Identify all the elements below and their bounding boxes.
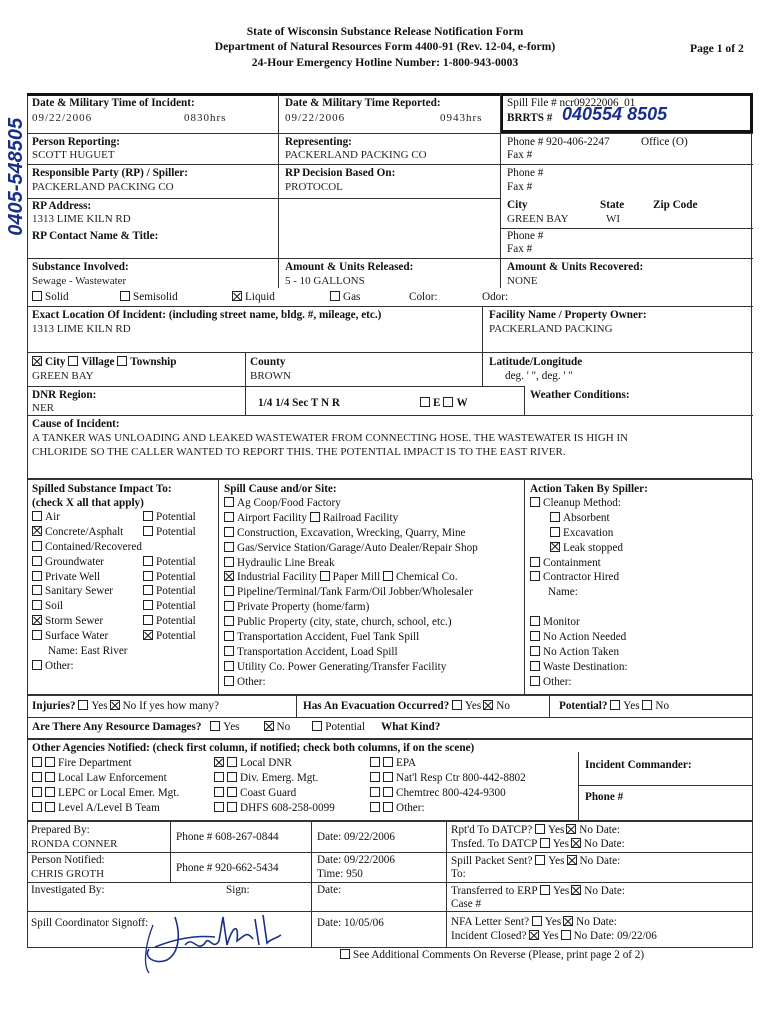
rp-address-label: RP Address:	[32, 200, 92, 212]
agency-epa[interactable]: EPA	[370, 757, 526, 772]
surface-water-name: Name: East River	[48, 645, 128, 658]
state-value: WI	[606, 213, 621, 225]
brrts-handwritten: 040554 8505	[562, 104, 668, 124]
reported-date: 09/22/2006	[285, 112, 346, 124]
evac-potential-no[interactable]	[642, 700, 652, 710]
action-cleanup[interactable]: Cleanup Method:	[530, 497, 628, 512]
potential-soil[interactable]: Potential	[143, 600, 196, 615]
office-label: Office (O)	[641, 136, 688, 148]
incident-date: 09/22/2006	[32, 112, 93, 124]
agency-nrc[interactable]: Nat'l Resp Ctr 800-442-8802	[370, 772, 526, 787]
latlon-format: deg. ' ", deg. ' "	[505, 370, 573, 382]
potential-groundwater[interactable]: Potential	[143, 556, 196, 571]
site-construction[interactable]: Construction, Excavation, Wrecking, Quarry, Mine	[224, 527, 478, 542]
reported-time: 0943hrs	[440, 112, 483, 124]
damages-potential[interactable]	[312, 721, 322, 731]
agencies-col-1	[32, 757, 179, 817]
city-value: GREEN BAY	[507, 213, 569, 225]
datcp-yes[interactable]	[535, 824, 545, 834]
agency-dhfs[interactable]: DHFS 608-258-0099	[214, 802, 335, 817]
color-label: Color:	[409, 291, 438, 303]
person-reporting-label: Person Reporting:	[32, 136, 120, 148]
prepared-phone: Phone # 608-267-0844	[176, 831, 279, 843]
east-west: E W	[420, 397, 468, 410]
incident-time-label: Date & Military Time of Incident:	[32, 97, 195, 109]
rp-contact-fax: Fax #	[507, 243, 533, 255]
injuries-row: Injuries? Yes No If yes how many?	[32, 700, 219, 712]
action-leak-stopped[interactable]: Leak stopped	[530, 542, 628, 557]
action-no-action-needed[interactable]: No Action Needed	[530, 631, 628, 646]
rp-decision-value: PROTOCOL	[285, 181, 343, 193]
reported-time-label: Date & Military Time Reported:	[285, 97, 441, 109]
action-other[interactable]: Other:	[530, 676, 628, 691]
action-list	[530, 497, 628, 691]
site-pipeline[interactable]: Pipeline/Terminal/Tank Farm/Oil Jobber/Wholesaler	[224, 586, 478, 601]
damages-yes[interactable]	[210, 721, 220, 731]
rp-decision-label: RP Decision Based On:	[285, 167, 396, 179]
closed-no[interactable]	[561, 930, 571, 940]
location-label: Exact Location Of Incident: (including street name, bldg. #, mileage, etc.)	[32, 309, 382, 321]
site-gas-station[interactable]: Gas/Service Station/Garage/Auto Dealer/Repair Shop	[224, 542, 478, 557]
action-excavation[interactable]: Excavation	[530, 527, 628, 542]
prepared-by-label: Prepared By:	[31, 824, 90, 836]
dnr-region-label: DNR Region:	[32, 389, 97, 401]
contractor-name-label: Name:	[548, 586, 578, 599]
potential-private-well[interactable]: Potential	[143, 571, 196, 586]
site-chemical[interactable]	[383, 571, 393, 581]
site-industrial[interactable]: Industrial Facility Paper Mill Chemical Co.	[224, 571, 478, 586]
facility-label: Facility Name / Property Owner:	[489, 309, 647, 321]
nfa-no[interactable]	[563, 916, 573, 926]
agencies-col-3	[370, 757, 526, 817]
injuries-yes[interactable]	[78, 700, 88, 710]
county-value: BROWN	[250, 370, 291, 382]
substance-label: Substance Involved:	[32, 261, 129, 273]
site-private-property[interactable]: Private Property (home/farm)	[224, 601, 478, 616]
agency-level-team[interactable]: Level A/Level B Team	[32, 802, 179, 817]
rp-contact-phone: Phone #	[507, 230, 544, 242]
spill-file-number: Spill File # ncr09222006_01	[507, 97, 636, 109]
east-checkbox[interactable]	[420, 397, 430, 407]
hotline-number: 24-Hour Emergency Hotline Number: 1-800-943-0003	[251, 56, 519, 69]
location-value: 1313 LIME KILN RD	[32, 323, 131, 335]
potential-air[interactable]: Potential	[143, 511, 196, 526]
packet-to-label: To:	[451, 868, 466, 880]
nfa-yes[interactable]	[532, 916, 542, 926]
rp-label: Responsible Party (RP) / Spiller:	[32, 167, 188, 179]
evacuation-row: Has An Evacuation Occurred? Yes No	[303, 700, 510, 712]
amount-recovered-label: Amount & Units Recovered:	[507, 261, 644, 273]
incident-time: 0830hrs	[184, 112, 227, 124]
evac-potential-row: Potential? Yes No	[559, 700, 670, 712]
agency-local-dnr[interactable]: Local DNR	[214, 757, 335, 772]
city-label: City	[507, 199, 528, 211]
agency-other[interactable]: Other:	[370, 802, 526, 817]
evac-yes[interactable]	[452, 700, 462, 710]
coordinator-date: Date: 10/05/06	[317, 917, 384, 929]
site-paper-mill[interactable]	[320, 571, 330, 581]
spill-packet-row: Spill Packet Sent? Yes No Date:	[451, 855, 621, 867]
potential-storm-sewer[interactable]: Potential	[143, 615, 196, 630]
notified-time: Time: 950	[317, 868, 363, 880]
tnsfed-no[interactable]	[571, 838, 581, 848]
rp-value: PACKERLAND PACKING CO	[32, 181, 174, 193]
municipality-type: City Village Township	[32, 356, 177, 369]
zip-label: Zip Code	[653, 199, 698, 211]
potential-sanitary-sewer[interactable]: Potential	[143, 585, 196, 600]
evac-no[interactable]	[483, 700, 493, 710]
section-label: 1/4 1/4 Sec T N R	[258, 397, 340, 409]
impact-title: Spilled Substance Impact To:	[32, 483, 172, 495]
injuries-no[interactable]	[110, 700, 120, 710]
gas-checkbox[interactable]: Gas	[330, 291, 360, 304]
erp-yes[interactable]	[540, 885, 550, 895]
margin-handwritten-number: 0405-548505	[5, 117, 28, 236]
site-load-spill[interactable]: Transportation Accident, Load Spill	[224, 646, 478, 661]
west-checkbox[interactable]	[443, 397, 453, 407]
erp-row: Transferred to ERP Yes No Date:	[451, 885, 625, 897]
investigated-date: Date:	[317, 884, 342, 896]
liquid-checkbox[interactable]: Liquid	[232, 291, 275, 304]
agency-chemtrec[interactable]: Chemtrec 800-424-9300	[370, 787, 526, 802]
site-other[interactable]: Other:	[224, 676, 478, 691]
prepared-date: Date: 09/22/2006	[317, 831, 395, 843]
weather-label: Weather Conditions:	[530, 389, 630, 401]
impact-storm-sewer[interactable]: Storm Sewer	[32, 615, 142, 630]
form-title: State of Wisconsin Substance Release Notification Form	[246, 25, 524, 38]
site-utility[interactable]: Utility Co. Power Generating/Transfer Facility	[224, 661, 478, 676]
person-reporting-value: SCOTT HUGUET	[32, 149, 115, 161]
potential-concrete[interactable]: Potential	[143, 526, 196, 541]
agency-law[interactable]: Local Law Enforcement	[32, 772, 179, 787]
impact-surface-water[interactable]: Surface Water	[32, 630, 142, 645]
amount-released-value: 5 - 10 GALLONS	[285, 275, 365, 287]
page-number: Page 1 of 2	[690, 42, 744, 55]
agency-coast-guard[interactable]: Coast Guard	[214, 787, 335, 802]
evac-potential-yes[interactable]	[610, 700, 620, 710]
reporter-phone: Phone # 920-406-2247	[507, 136, 610, 148]
amount-recovered-value: NONE	[507, 275, 538, 287]
cause-label: Cause of Incident:	[32, 418, 120, 430]
impact-potential-list	[143, 511, 196, 645]
agency-div-emerg[interactable]: Div. Emerg. Mgt.	[214, 772, 335, 787]
impact-contained[interactable]: Contained/Recovered	[32, 541, 142, 556]
sign-label: Sign:	[226, 884, 250, 896]
site-hydraulic[interactable]: Hydraulic Line Break	[224, 557, 478, 572]
site-airport[interactable]: Airport Facility Railroad Facility	[224, 512, 478, 527]
representing-value: PACKERLAND PACKING CO	[285, 149, 427, 161]
agencies-title: Other Agencies Notified: (check first column, if notified; check both columns, if on the scene)	[32, 742, 475, 754]
site-fuel-tank-spill[interactable]: Transportation Accident, Fuel Tank Spill	[224, 631, 478, 646]
impact-soil[interactable]: Soil	[32, 600, 142, 615]
see-additional-comments[interactable]: See Additional Comments On Reverse (Please, print page 2 of 2)	[340, 949, 644, 962]
impact-private-well[interactable]: Private Well	[32, 571, 142, 586]
case-number-label: Case #	[451, 898, 482, 910]
impact-air[interactable]: Air	[32, 511, 142, 526]
site-public-property[interactable]: Public Property (city, state, church, school, etc.)	[224, 616, 478, 631]
potential-surface-water[interactable]: Potential	[143, 630, 196, 645]
site-title: Spill Cause and/or Site:	[224, 483, 337, 495]
tnsfed-yes[interactable]	[540, 838, 550, 848]
packet-yes[interactable]	[535, 855, 545, 865]
form-subtitle: Department of Natural Resources Form 4400-91 (Rev. 12-04, e-form)	[214, 40, 556, 53]
agency-lepc[interactable]: LEPC or Local Emer. Mgt.	[32, 787, 179, 802]
coordinator-signature	[135, 905, 285, 975]
action-containment[interactable]: Containment	[530, 557, 628, 572]
action-contractor[interactable]: Contractor Hired	[530, 571, 628, 586]
agency-fire[interactable]: Fire Department	[32, 757, 179, 772]
township-checkbox[interactable]	[117, 356, 127, 366]
action-title: Action Taken By Spiller:	[530, 483, 648, 495]
spill-coordinator-label: Spill Coordinator Signoff:	[31, 917, 149, 929]
agencies-col-2	[214, 757, 335, 817]
prepared-by-value: RONDA CONNER	[31, 838, 118, 850]
action-absorbent[interactable]: Absorbent	[530, 512, 628, 527]
investigated-by-label: Investigated By:	[31, 884, 105, 896]
brrts-label: BRRTS #	[507, 112, 553, 124]
impact-other[interactable]: Other:	[32, 660, 142, 675]
nfa-row: NFA Letter Sent? Yes No Date:	[451, 916, 617, 928]
state-label: State	[600, 199, 625, 211]
semisolid-checkbox[interactable]: Semisolid	[120, 291, 178, 304]
incident-commander-label: Incident Commander:	[585, 759, 692, 771]
county-label: County	[250, 356, 286, 368]
notified-phone: Phone # 920-662-5434	[176, 862, 279, 874]
site-ag-coop[interactable]: Ag Coop/Food Factory	[224, 497, 478, 512]
solid-checkbox[interactable]: Solid	[32, 291, 69, 304]
closed-yes[interactable]	[529, 930, 539, 940]
rp-contact-label: RP Contact Name & Title:	[32, 230, 159, 242]
substance-value: Sewage - Wastewater	[32, 275, 127, 287]
notified-date: Date: 09/22/2006	[317, 854, 395, 866]
rp-fax: Fax #	[507, 181, 533, 193]
action-monitor[interactable]: Monitor	[530, 616, 628, 631]
latlon-label: Latitude/Longitude	[489, 356, 583, 368]
erp-no[interactable]	[571, 885, 581, 895]
cause-line-2: CHLORIDE SO THE CALLER WANTED TO REPORT THIS. THE POTENTIAL IMPACT IS TO THE EAST RIVER.	[32, 446, 566, 458]
amount-released-label: Amount & Units Released:	[285, 261, 414, 273]
action-waste-destination[interactable]: Waste Destination:	[530, 661, 628, 676]
datcp-row: Rpt'd To DATCP? Yes No Date:	[451, 824, 620, 836]
dnr-region-value: NER	[32, 402, 54, 414]
site-railroad[interactable]	[310, 512, 320, 522]
representing-label: Representing:	[285, 136, 352, 148]
impact-subtitle: (check X all that apply)	[32, 497, 144, 509]
city-checkbox[interactable]	[32, 356, 42, 366]
damages-row: Are There Any Resource Damages? Yes No Potential What Kind?	[32, 721, 441, 733]
datcp-no[interactable]	[566, 824, 576, 834]
cause-line-1: A TANKER WAS UNLOADING AND LEAKED WASTEWATER FROM CONNECTING HOSE. THE WASTEWATER IS HIGH IN	[32, 432, 629, 444]
impact-concrete[interactable]: Concrete/Asphalt	[32, 526, 142, 541]
packet-no[interactable]	[567, 855, 577, 865]
rp-phone: Phone #	[507, 167, 544, 179]
closed-row: Incident Closed? Yes No Date: 09/22/06	[451, 930, 657, 942]
person-notified-value: CHRIS GROTH	[31, 868, 105, 880]
damages-no[interactable]	[264, 721, 274, 731]
village-checkbox[interactable]	[68, 356, 78, 366]
rp-address-value: 1313 LIME KILN RD	[32, 213, 131, 225]
odor-label: Odor:	[482, 291, 509, 303]
impact-sanitary-sewer[interactable]: Sanitary Sewer	[32, 585, 142, 600]
action-no-action-taken[interactable]: No Action Taken	[530, 646, 628, 661]
person-notified-label: Person Notified:	[31, 854, 105, 866]
municipality-value: GREEN BAY	[32, 370, 94, 382]
site-list	[224, 497, 478, 691]
tnsfed-row: Tnsfed. To DATCP Yes No Date:	[451, 838, 625, 850]
reporter-fax: Fax #	[507, 149, 533, 161]
impact-groundwater[interactable]: Groundwater	[32, 556, 142, 571]
facility-value: PACKERLAND PACKING	[489, 323, 613, 335]
commander-phone-label: Phone #	[585, 791, 624, 803]
impact-list	[32, 511, 142, 675]
